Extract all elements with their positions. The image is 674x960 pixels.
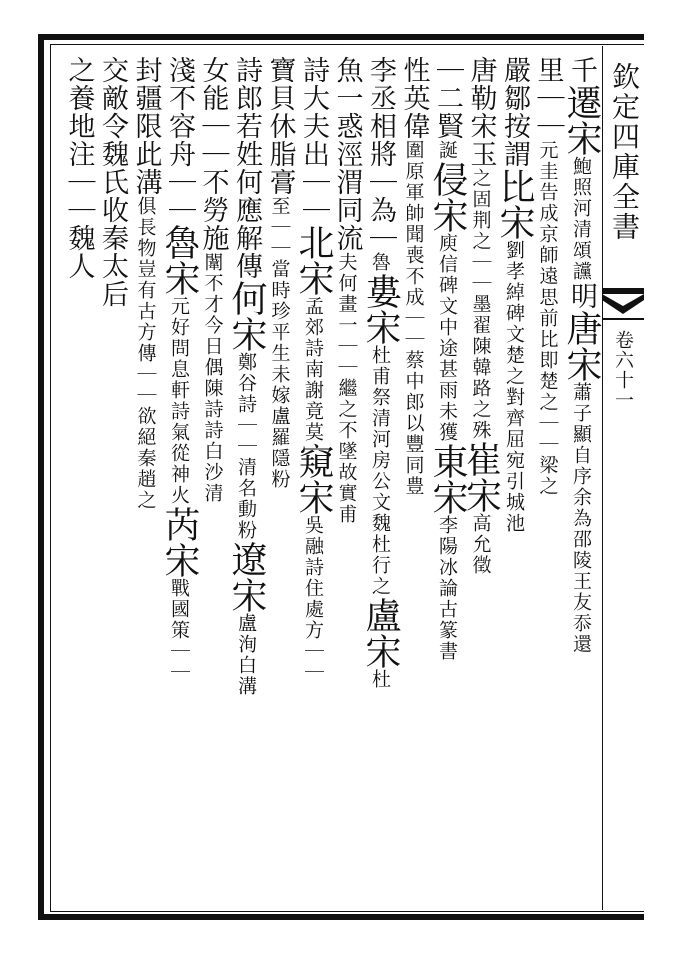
annotation-text: 元好問息軒詩氣從神火: [168, 296, 190, 506]
entry-heading: 芮宋: [159, 506, 200, 578]
book-title: 欽定四庫全書: [608, 62, 641, 242]
annotation-text: 庾信碑文中途甚雨未獲: [436, 233, 458, 443]
annotation-text: 高允徵: [469, 513, 492, 576]
center-margin-line: [602, 46, 603, 910]
annotation-text: 鄭谷詩｜｜清名動粉: [235, 352, 257, 541]
entry-heading: 何宋: [226, 280, 267, 352]
body-text: 女能｜｜不勞施: [197, 56, 229, 252]
annotation-text: 甫: [335, 504, 358, 525]
annotation-text: 夫何畫一｜｜繼之不墜故實: [335, 252, 358, 504]
entry-heading: 遼宋: [226, 541, 267, 613]
annotation-text: 李陽冰論古篆書: [436, 515, 458, 662]
annotation-text: 平生未嫁盧羅隱粉: [268, 322, 291, 490]
text-column: [127, 56, 165, 511]
entry-heading: 唐宋: [561, 310, 602, 382]
annotation-text: 圍原軍帥聞喪不成｜｜: [402, 140, 425, 350]
text-column: [294, 56, 332, 683]
body-text: 寶貝休脂膏: [264, 56, 296, 196]
annotation-text: 誕: [436, 140, 458, 161]
entry-heading: 窺宋: [293, 443, 334, 515]
volume-label: 卷六十一: [612, 330, 634, 410]
text-column: [60, 56, 98, 280]
body-text: 唐勒宋玉: [465, 56, 497, 168]
body-text: 詩郎若姓何應解傳: [231, 56, 262, 280]
body-text: 嚴鄒按謂: [499, 56, 530, 168]
annotation-text: 杜: [369, 669, 391, 690]
annotation-text: 至｜｜當時珍: [268, 196, 291, 322]
entry-heading: 崔宋: [460, 441, 502, 513]
annotation-text: 俱長物豈有古方傳｜｜: [134, 196, 157, 406]
body-text: 魚一惑涇渭同流: [331, 56, 363, 252]
body-text: ｜｜: [532, 84, 564, 140]
annotation-text: 戰國策｜｜: [168, 578, 190, 683]
annotation-text: 欲絕秦趙之: [134, 406, 157, 511]
entry-heading: 盧宋: [360, 597, 401, 669]
entry-heading: 侵宋: [427, 161, 468, 233]
body-text: 封疆限此溝: [130, 56, 162, 196]
annotation-text: 蔡中郎以豐同豊: [402, 350, 425, 497]
annotation-text: 魯: [369, 252, 391, 273]
fishtail-mark-icon: [602, 288, 644, 324]
body-text: 千: [566, 56, 597, 84]
text-column: [261, 56, 299, 490]
annotation-text: 杜甫祭清河房公文魏杜行之: [369, 345, 391, 597]
body-text: 李丞相將｜為｜: [365, 56, 396, 252]
body-text: ｜二賢: [432, 56, 463, 140]
entry-heading: 東宋: [427, 443, 468, 515]
annotation-text: 盧洵白溝: [235, 613, 257, 697]
annotation-text: 蕭子顯自序余為邵陵王友忝還: [570, 382, 592, 655]
body-text: 之養地注｜｜魏人: [63, 56, 95, 280]
entry-heading: 北宋: [293, 224, 334, 296]
text-column: [428, 56, 466, 662]
annotation-text: 京師遠思前比即楚之｜｜梁之: [536, 224, 559, 497]
body-text: 里: [532, 56, 564, 84]
annotation-text: 鮑照河清頌讜: [570, 156, 592, 282]
text-column: [227, 56, 265, 697]
text-column: [529, 56, 567, 497]
body-text: 明: [566, 282, 597, 310]
annotation-text: 之固荆之｜｜墨翟陳韓路之殊: [469, 168, 492, 441]
body-text: 交敵令魏氏收秦太后: [97, 56, 128, 308]
entry-heading: 比宋: [494, 168, 535, 240]
text-column: [562, 56, 600, 655]
text-column: [93, 56, 131, 308]
body-text: 性英偉: [398, 56, 430, 140]
annotation-text: 闈不才今日偶陳詩: [201, 252, 224, 420]
body-text: 詩大夫出｜｜: [298, 56, 329, 224]
entry-heading: 魯宋: [159, 224, 200, 296]
annotation-text: 吳融詩住處方｜｜: [302, 515, 324, 683]
body-text: 淺不容舟｜｜: [164, 56, 195, 224]
entry-heading: 遷宋: [561, 84, 602, 156]
annotation-text: 劉孝綽碑文楚之對齊屈宛引城池: [503, 240, 525, 534]
entry-heading: 婁宋: [360, 273, 401, 345]
annotation-text: 元圭告成: [536, 140, 559, 224]
text-column: [160, 56, 198, 683]
annotation-text: 孟郊詩南謝竟莫: [302, 296, 324, 443]
text-column: [361, 56, 399, 690]
annotation-text: 詩白沙清: [201, 420, 224, 504]
